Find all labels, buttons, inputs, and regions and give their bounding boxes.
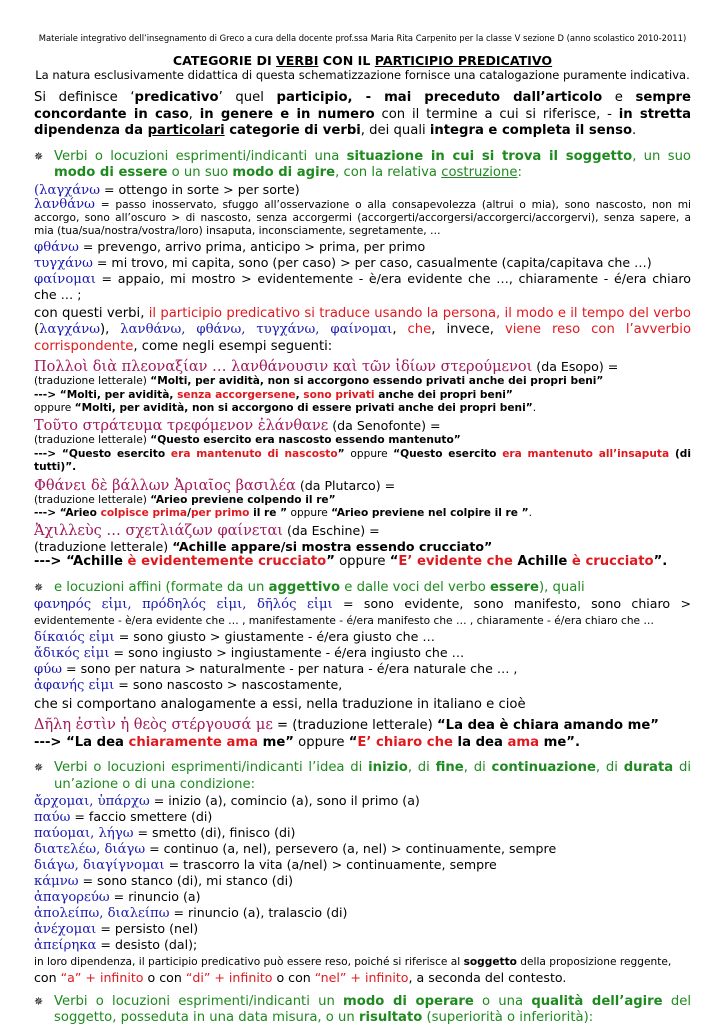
section-note: con questi verbi, il participio predicativo si traduce usando la persona, il modo e il tempo del verbo (λαγχάνω), λανθάνω, φθάνω, τυγχάνω, φαίνομαι, che, invece, viene reso con l’avverbio corrispondente, come negli esempi seguenti: xyxy=(34,305,692,354)
section-heading: Verbi o locuzioni esprimenti/indicanti una situazione in cui si trova il soggetto, un suo modo di essere o un suo modo di agire, con la relativa costruzione: xyxy=(54,148,692,180)
verb-line: κάμνω = sono stanco (di), mi stanco (di) xyxy=(34,873,294,890)
verb-line: ἀνέχομαι = persisto (nel) xyxy=(34,921,199,938)
example-translation: ---> “La dea chiaramente ama me” oppure “E’ chiaro che la dea ama me”. xyxy=(34,734,580,750)
verb-line: ἀπολείπω, διαλείπω = rinuncio (a), tralascio (di) xyxy=(34,905,348,922)
section-note: in loro dipendenza, il participio predicativo può essere reso, poiché si riferisce al soggetto della proposizione reggente, xyxy=(34,956,672,969)
section-heading: e locuzioni affini (formate da un aggettivo e dalle voci del verbo essere), quali xyxy=(54,579,585,595)
page-subtitle: La natura esclusivamente didattica di questa schematizzazione fornisce una catalogazione puramente indicativa. xyxy=(35,68,690,82)
section-situation xyxy=(34,149,691,182)
example-literal: (traduzione letterale) “Molti, per avidità, non si accorgono essendo privati anche dei propri beni” xyxy=(34,375,604,388)
verb-line: λανθάνω = passo inosservato, sfuggo all’osservazione o alla consapevolezza (altrui o mia), sono nascosto, non mi accorgo, sono all’oscuro > di nascosto, senza accorgermi (accorgerti/accorgersi/accorgerci/accorgervi), senza sapere, a mia (tua/sua/nostra/vostra/loro) insaputa, inconsciamente, segretamente, … xyxy=(34,196,691,238)
verb-line: διάγω, διαγίγνομαι = trascorro la vita (a/nel) > continuamente, sempre xyxy=(34,857,497,874)
example-greek: Δῆλη ἐστὶν ἡ θεὸς στέργουσά με = (traduzione letterale) “La dea è chiara amando me” xyxy=(34,717,659,734)
section-manner xyxy=(34,994,691,1027)
example-greek: Φθάνει δὲ βάλλων Ἀριαῖος βασιλέα (da Plutarco) = xyxy=(34,477,396,494)
document-header: Materiale integrativo dell’insegnamento di Greco a cura della docente prof.ssa Maria Rita Carpenito per la classe V sezione D (anno scolastico 2010-2011) xyxy=(38,33,687,43)
section-adjectival xyxy=(34,580,691,597)
example-greek: Ἀχιλλεὺς … σχετλιάζων φαίνεται (da Eschine) = xyxy=(34,523,380,540)
example-translation: ---> “Achille è evidentemente crucciato” oppure “E’ evidente che Achille è crucciato”. xyxy=(34,554,668,570)
verb-line: ἄρχομαι, ὑπάρχω = inizio (a), comincio (a), sono il primo (a) xyxy=(34,793,420,810)
example-literal: (traduzione letterale) “Questo esercito era nascosto essendo mantenuto” xyxy=(34,434,461,447)
verb-line: τυγχάνω = mi trovo, mi capita, sono (per caso) > per caso, casualmente (capita/capitava che …) xyxy=(34,254,652,271)
example-translation: ---> “Molti, per avidità, senza accorgersene, sono privati anche dei propri beni” xyxy=(34,388,513,401)
definition-paragraph: Si definisce ‘predicativo’ quel participio, - mai preceduto dall’articolo e sempre concordante in caso, in genere e in numero con il termine a cui si riferisce, - in stretta dipendenza da particolari categorie di verbi, dei quali integra e completa il senso. xyxy=(34,90,691,138)
verb-line: διατελέω, διάγω = continuo (a, nel), persevero (a, nel) > continuamente, sempre xyxy=(34,841,557,858)
section-note-continued: con “a” + infinito o con “di” + infinito o con “nel” + infinito, a seconda del contesto. xyxy=(34,969,567,985)
verb-line: ἀπείρηκα = desisto (dal); xyxy=(34,937,198,954)
verb-line: παύω = faccio smettere (di) xyxy=(34,809,213,826)
verb-line: παύομαι, λήγω = smetto (di), finisco (di) xyxy=(34,825,296,842)
verb-line: (λαγχάνω = ottengo in sorte > per sorte) xyxy=(34,181,300,198)
verb-line: ἀφανής εἰμι = sono nascosto > nascostamente, xyxy=(34,676,343,693)
verb-line: φύω = sono per natura > naturalmente - per natura - é/era naturale che … , xyxy=(34,660,518,677)
example-alternative: oppure “Molti, per avidità, non si accorgono di essere privati anche dei propri beni”. xyxy=(34,402,537,415)
example-literal: (traduzione letterale) “Arieo previene colpendo il re” xyxy=(34,493,336,506)
example-greek: Τοῦτο στράτευμα τρεφόμενον ἐλάνθανε (da Senofonte) = xyxy=(34,418,441,435)
example-translation: ---> “Questo esercito era mantenuto di nascosto” oppure “Questo esercito era mantenuto all’insaputa (di tutti)”. xyxy=(34,447,691,474)
asterisk-bullet-icon: ✵ xyxy=(34,761,44,775)
verb-line: ἀπαγορεύω = rinuncio (a) xyxy=(34,889,201,906)
verb-line: ἄδικός εἰμι = sono ingiusto > ingiustamente - é/era ingiusto che … xyxy=(34,644,465,661)
example-translation: ---> “Arieo colpisce prima/per primo il re ” oppure “Arieo previene nel colpire il re ”. xyxy=(34,507,532,520)
example-greek: Πολλοὶ διὰ πλεοναξίαν … λανθάνουσιν καὶ τῶν ἰδίων στερούμενοι (da Esopo) = xyxy=(34,359,619,376)
verb-line: φανηρός εἰμι, πρόδηλός εἰμι, δῆλός εἰμι = sono evidente, sono manifesto, sono chiaro > evidentemente - è/era evidente che … , manifestamente - é/era manifesto che … , chiaramente - é/era chiaro che … xyxy=(34,596,691,628)
example-literal: (traduzione letterale) “Achille appare/si mostra essendo crucciato” xyxy=(34,539,493,555)
verb-line: δίκαιός εἰμι = sono giusto > giustamente - é/era giusto che … xyxy=(34,628,435,645)
verb-line: φαίνομαι = appaio, mi mostro > evidentemente - è/era evidente che …, chiaramente - é/era chiaro che … ; xyxy=(34,270,691,302)
section-heading: Verbi o locuzioni esprimenti/indicanti l’idea di inizio, di fine, di continuazione, di durata di un’azione o di una condizione: xyxy=(54,760,691,792)
section-heading: Verbi o locuzioni esprimenti/indicanti un modo di operare o una qualità dell’agire del soggetto, posseduta in una data misura, o un risultato (superiorità o inferiorità): xyxy=(54,993,691,1026)
asterisk-bullet-icon: ✵ xyxy=(34,994,44,1008)
verb-line: φθάνω = prevengo, arrivo prima, anticipo > prima, per primo xyxy=(34,238,426,255)
section-aspectual xyxy=(34,760,691,793)
section-note: che si comportano analogamente a essi, nella traduzione in italiano e cioè xyxy=(34,696,526,712)
page-title: CATEGORIE DI VERBI CON IL PARTICIPIO PREDICATIVO xyxy=(172,53,553,68)
asterisk-bullet-icon: ✵ xyxy=(34,149,44,163)
asterisk-bullet-icon: ✵ xyxy=(34,580,44,594)
